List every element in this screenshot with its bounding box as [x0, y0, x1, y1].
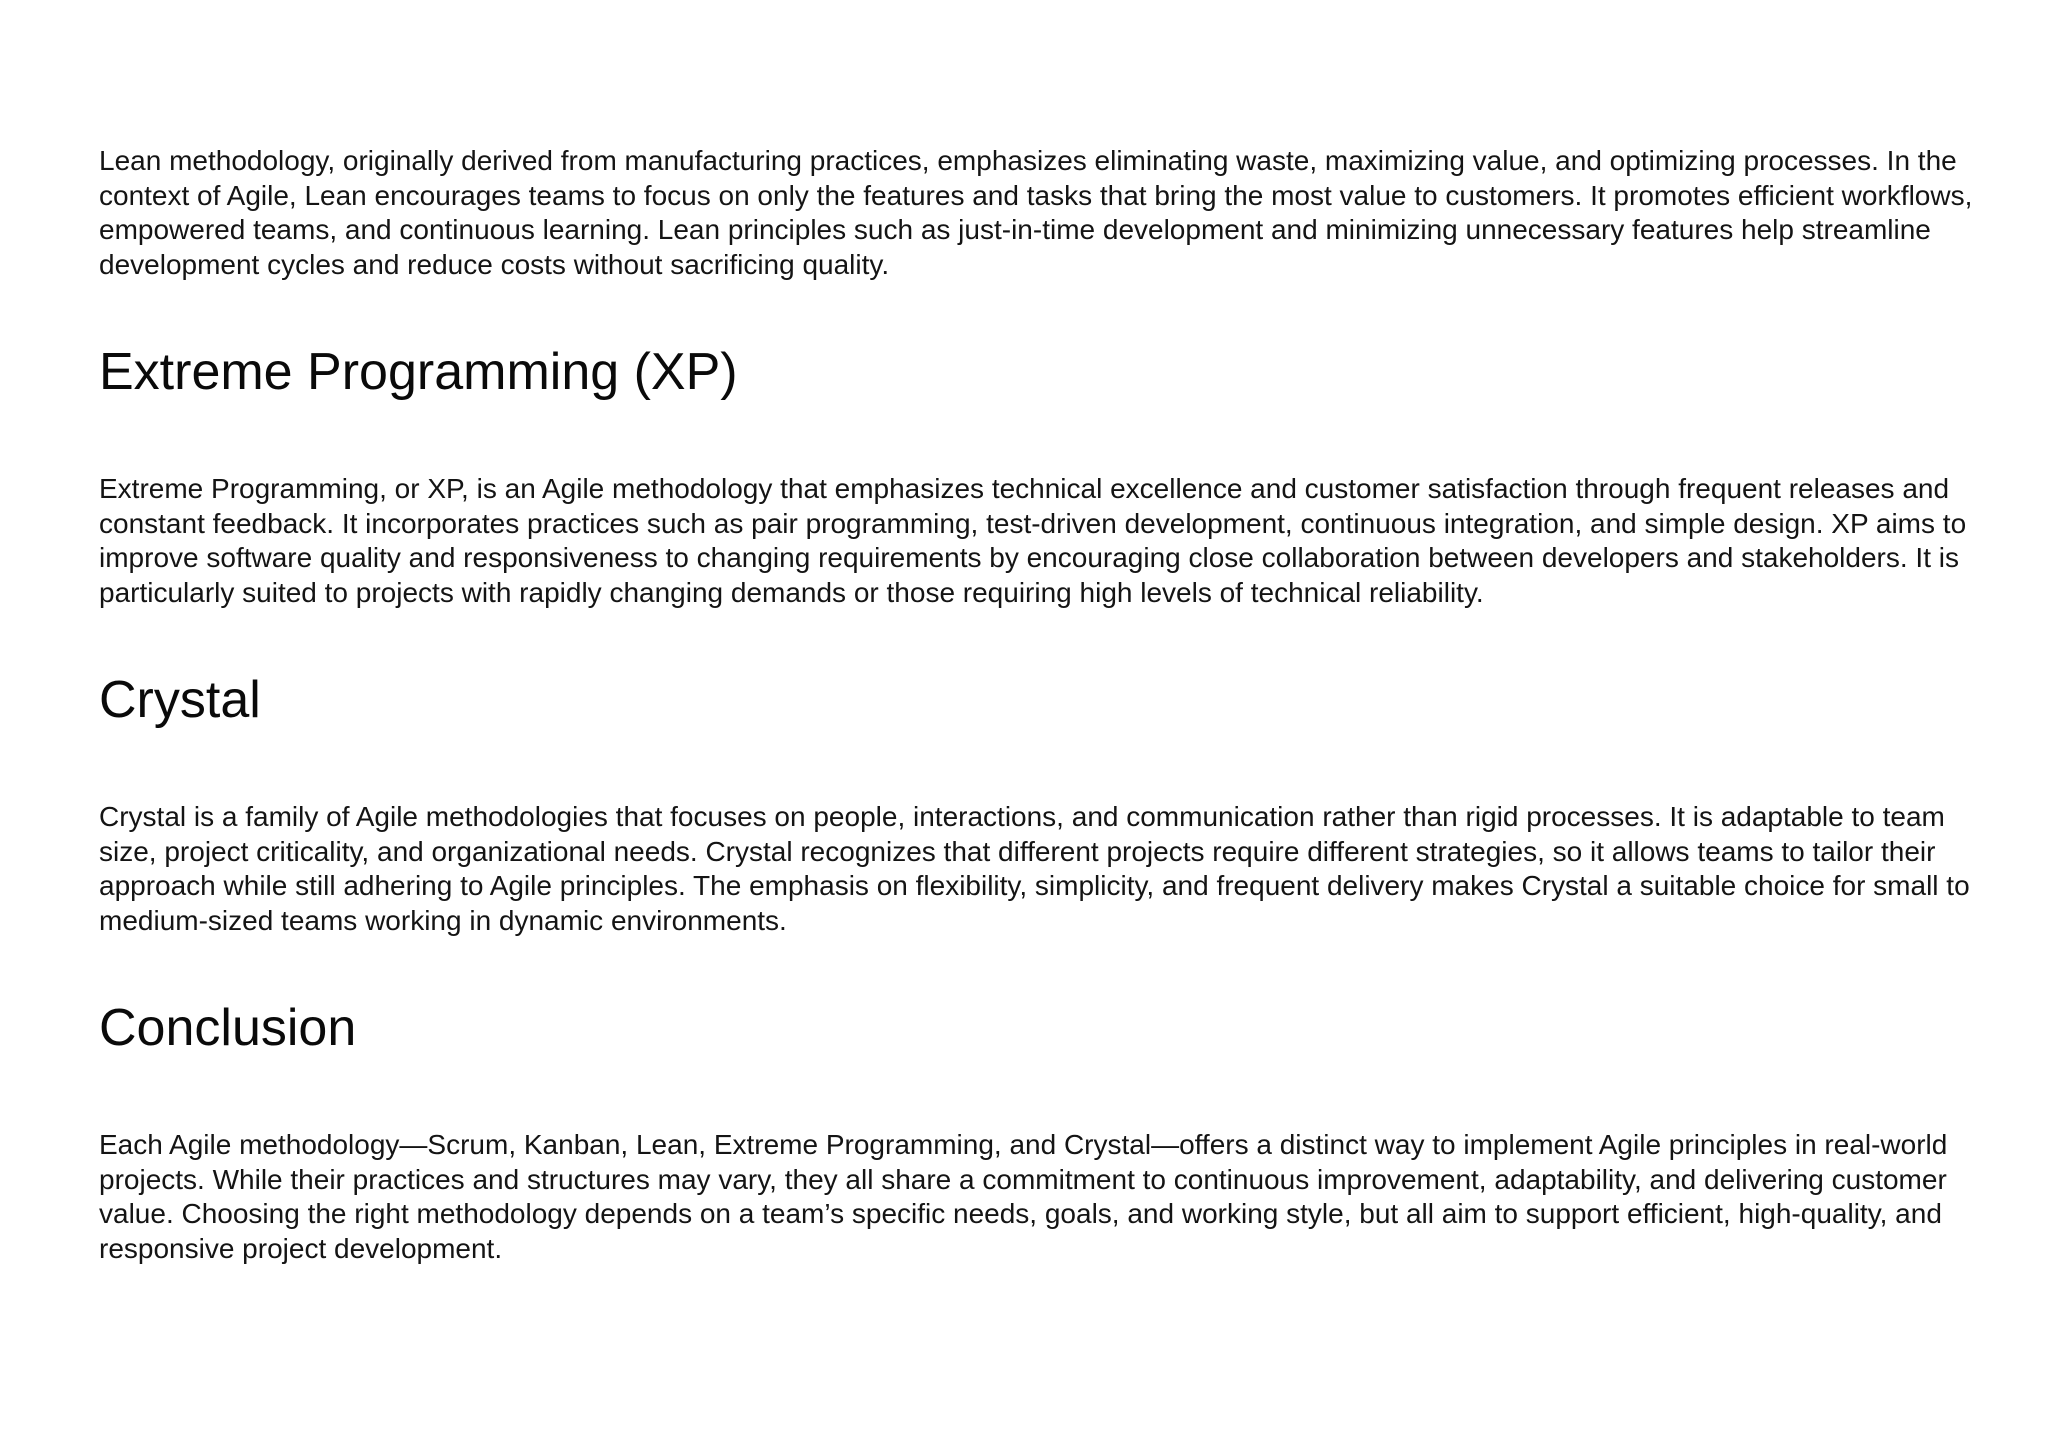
xp-heading: Extreme Programming (XP) [99, 343, 738, 401]
crystal-heading: Crystal [99, 671, 261, 729]
lean-paragraph: Lean methodology, originally derived from manufacturing practices, emphasizes eliminating waste, maximizing value, and optimizing processes. In the context of Agile, Lean encourages teams to focus on only the features and tasks that bring the most value to customers. It promotes efficient workflows, empowered teams, and continuous learning. Lean principles such as just-in-time development and minimizing unnecessary features help streamline development cycles and reduce costs without sacrificing quality. [99, 145, 1973, 280]
conclusion-heading: Conclusion [99, 999, 357, 1057]
conclusion-paragraph: Each Agile methodology—Scrum, Kanban, Lean, Extreme Programming, and Crystal—offers a distinct way to implement Agile principles in real-world projects. While their practices and structures may vary, they all share a commitment to continuous improvement, adaptability, and delivering customer value. Choosing the right methodology depends on a team’s specific needs, goals, and working style, but all aim to support efficient, high-quality, and responsive project development. [99, 1129, 1948, 1264]
xp-paragraph: Extreme Programming, or XP, is an Agile methodology that emphasizes technical excellence and customer satisfaction through frequent releases and constant feedback. It incorporates practices such as pair programming, test-driven development, continuous integration, and simple design. XP aims to improve software quality and responsiveness to changing requirements by encouraging close collaboration between developers and stakeholders. It is particularly suited to projects with rapidly changing demands or those requiring high levels of technical reliability. [99, 473, 1967, 608]
crystal-paragraph: Crystal is a family of Agile methodologies that focuses on people, interactions, and communication rather than rigid processes. It is adaptable to team size, project criticality, and organizational needs. Crystal recognizes that different projects require different strategies, so it allows teams to tailor their approach while still adhering to Agile principles. The emphasis on flexibility, simplicity, and frequent delivery makes Crystal a suitable choice for small to medium-sized teams working in dynamic environments. [99, 801, 1970, 936]
document-body [99, 144, 1979, 1266]
